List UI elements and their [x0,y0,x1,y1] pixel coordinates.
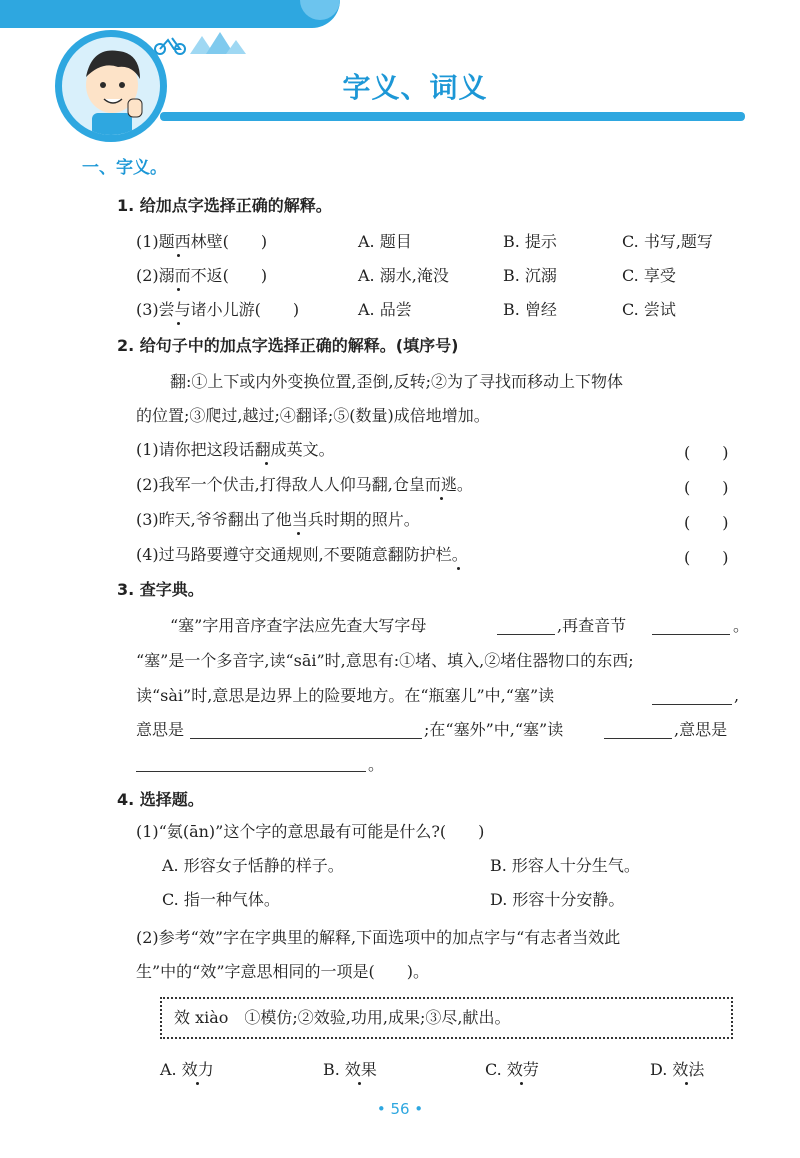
emphasis-dot [358,1082,361,1085]
page-title: 字义、词义 [342,71,488,104]
q4-sub2-line1: (2)参考“效”字在字典里的解释,下面选项中的加点字与“有志者当效此 [136,928,621,947]
q2-item3: (3)昨天,爷爷翻出了他当兵时期的照片。 [136,510,420,529]
q1-row2-b: B. 沉溺 [503,266,557,285]
answer-blank[interactable] [136,771,366,772]
answer-blank[interactable] [652,704,732,705]
answer-blank[interactable] [190,738,422,739]
q1-row3-a: A. 品尝 [358,300,412,319]
q3-line3-b: , [734,686,740,705]
answer-blank[interactable] [497,634,555,635]
q3-line3-a: 读“sài”时,意思是边界上的险要地方。在“瓶塞儿”中,“塞”读 [136,686,555,705]
q3-line1-b: ,再查音节 [557,616,627,635]
dictionary-entry-box [160,997,733,1039]
q4-sub1: (1)“氨(ān)”这个字的意思最有可能是什么?( ) [136,822,485,841]
emphasis-dot [457,567,460,570]
bike-pyramids-icon [150,30,260,56]
q4-sub1-option-a: A. 形容女子恬静的样子。 [162,856,344,875]
q4-sub2-line2: 生”中的“效”字意思相同的一项是( )。 [136,962,430,981]
q1-row2-stem: (2)溺而不返( ) [136,266,268,285]
answer-paren: ( ) [684,548,729,567]
boy-thumbs-up-icon [62,37,162,137]
emphasis-dot [440,497,443,500]
q1-row2-c: C. 享受 [622,266,676,285]
q4-prompt: 4. 选择题。 [117,790,204,809]
q3-line4-b: ;在“塞外”中,“塞”读 [424,720,564,739]
q1-row3-b: B. 曾经 [503,300,557,319]
q1-prompt: 1. 给加点字选择正确的解释。 [117,196,332,215]
q4-sub1-option-b: B. 形容人十分生气。 [490,856,640,875]
header-decoration [0,0,340,28]
q3-prompt: 3. 查字典。 [117,580,204,599]
answer-blank[interactable] [652,634,730,635]
q2-item4: (4)过马路要遵守交通规则,不要随意翻防护栏。 [136,545,468,564]
answer-paren: ( ) [684,513,729,532]
q1-row3-c: C. 尝试 [622,300,676,319]
q4-sub1-option-d: D. 形容十分安静。 [490,890,625,909]
q2-prompt: 2. 给句子中的加点字选择正确的解释。(填序号) [117,336,459,355]
q2-definition-line1: 翻:①上下或内外变换位置,歪倒,反转;②为了寻找而移动上下物体 [170,372,623,391]
mascot-avatar [55,30,167,142]
emphasis-dot [265,462,268,465]
q3-line2: “塞”是一个多音字,读“sāi”时,意思有:①堵、填入,②堵住器物口的东西; [136,651,634,670]
q3-line1-a: “塞”字用音序查字法应先查大写字母 [170,616,427,635]
page-number: • 56 • [376,1100,424,1118]
q1-row1-stem: (1)题西林壁( ) [136,232,268,251]
q4-sub2-option-a: A. 效力 [160,1060,214,1079]
q1-row1-a: A. 题目 [358,232,412,251]
q2-item2: (2)我军一个伏击,打得敌人人仰马翻,仓皇而逃。 [136,475,473,494]
emphasis-dot [196,1082,199,1085]
q4-sub2-option-b: B. 效果 [323,1060,377,1079]
q3-line5: 。 [368,755,385,774]
header-underline [160,112,745,121]
q1-row3-stem: (3)尝与诸小儿游( ) [136,300,300,319]
q3-line4-a: 意思是 [136,720,185,739]
emphasis-dot [520,1082,523,1085]
q4-sub2-option-d: D. 效法 [650,1060,705,1079]
q2-item1: (1)请你把这段话翻成英文。 [136,440,335,459]
q1-row1-b: B. 提示 [503,232,557,251]
answer-blank[interactable] [604,738,672,739]
emphasis-dot [177,254,180,257]
emphasis-dot [685,1082,688,1085]
q4-sub2-option-c: C. 效劳 [485,1060,539,1079]
emphasis-dot [297,532,300,535]
q2-definition-line2: 的位置;③爬过,越过;④翻译;⑤(数量)成倍地增加。 [136,406,490,425]
answer-paren: ( ) [684,443,729,462]
q4-sub1-option-c: C. 指一种气体。 [162,890,280,909]
answer-paren: ( ) [684,478,729,497]
emphasis-dot [177,288,180,291]
q1-row2-a: A. 溺水,淹没 [358,266,449,285]
q3-line1-c: 。 [733,616,750,635]
section-title: 一、字义。 [82,158,167,178]
emphasis-dot [177,322,180,325]
dictionary-entry: 效 xiào ①模仿;②效验,功用,成果;③尽,献出。 [174,1008,511,1027]
q3-line4-c: ,意思是 [674,720,728,739]
q1-row1-c: C. 书写,题写 [622,232,713,251]
